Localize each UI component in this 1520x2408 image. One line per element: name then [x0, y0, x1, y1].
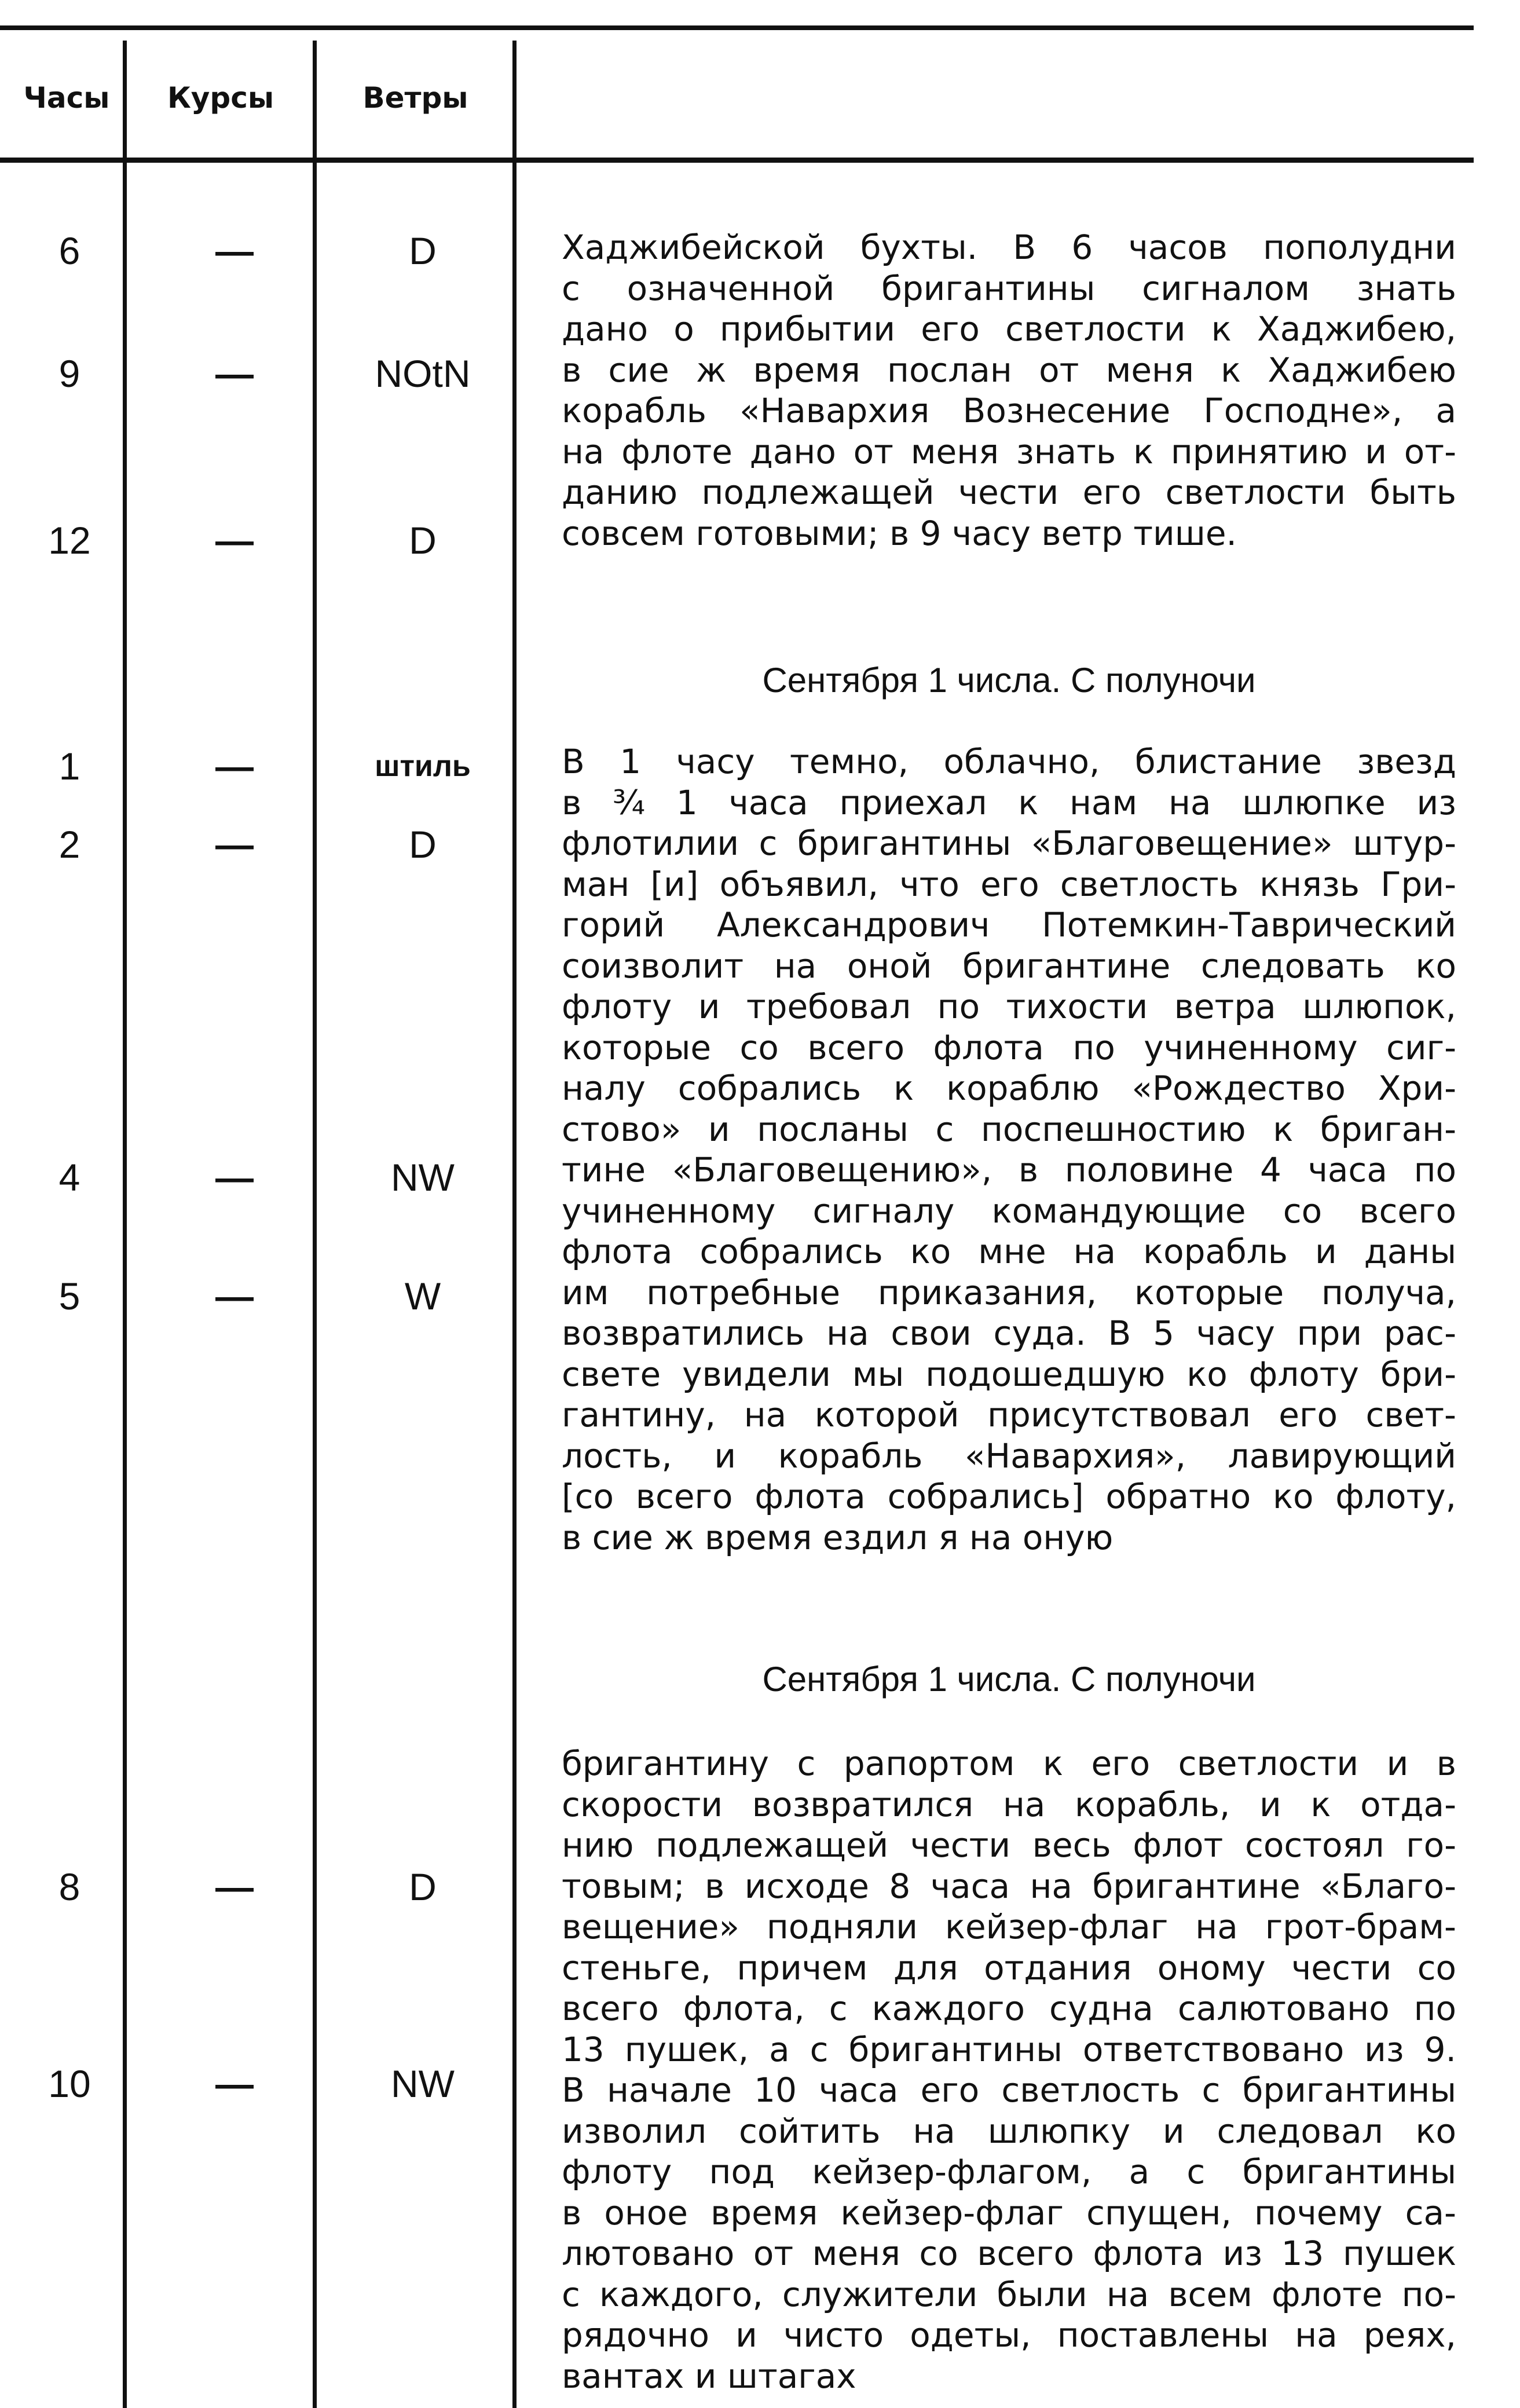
- text-line: корабль «Наварxия Вознесение Господне», а: [562, 391, 1456, 430]
- text-line: скорости возвратился на корабль, и к отда-: [562, 1784, 1456, 1824]
- text-line: флота собрались ко мне на корабль и даны: [562, 1232, 1456, 1271]
- course-cell: —: [215, 745, 254, 788]
- text-line: вантах и штагах: [562, 2356, 856, 2396]
- text-line: в сие ж время ездил я на оную: [562, 1517, 1114, 1557]
- top-rule: [0, 25, 1474, 30]
- column-divider-1: [123, 41, 127, 2408]
- column-divider-2: [313, 41, 317, 2408]
- hour-cell: 2: [58, 823, 80, 866]
- text-line: возвратились на свои суда. В 5 часу при рас-: [562, 1313, 1456, 1353]
- hour-cell: 5: [58, 1275, 80, 1318]
- text-line: всего флота, с каждого судна салютовано по: [562, 1989, 1456, 2028]
- text-line: налу собрались к кораблю «Рождество Хри-: [562, 1068, 1456, 1108]
- text-line: вещение» подняли кейзер-флаг на грот-брам-: [562, 1907, 1456, 1946]
- text-line: ман [и] объявил, что его светлость князь Гри-: [562, 864, 1456, 904]
- course-cell: —: [215, 2062, 254, 2105]
- header-winds: Ветры: [362, 81, 468, 115]
- course-cell: —: [215, 1275, 254, 1318]
- text-line: В начале 10 часа его светлость с бригантины: [562, 2070, 1456, 2110]
- text-line: соизволит на оной бригантине следовать ко: [562, 946, 1456, 986]
- log-entry-text: [562, 741, 1456, 1558]
- text-line: тине «Благовещению», в половине 4 часа по: [562, 1150, 1456, 1190]
- hour-cell: 12: [48, 519, 91, 562]
- text-line: 13 пушек, а с бригантины ответствовано из 9.: [562, 2029, 1456, 2069]
- section-title: Сентября 1 числа. С полуночи: [762, 661, 1256, 700]
- hour-cell: 8: [58, 1865, 80, 1908]
- text-line: им потребные приказания, которые получа,: [562, 1272, 1456, 1312]
- hour-cell: 4: [58, 1156, 80, 1199]
- text-line: В 1 часу темно, облачно, блистание звезд: [562, 742, 1456, 781]
- wind-cell: штиль: [375, 749, 471, 783]
- course-cell: —: [215, 1865, 254, 1908]
- hour-cell: 9: [58, 352, 80, 395]
- course-cell: —: [215, 229, 254, 272]
- header-courses: Курсы: [167, 81, 274, 115]
- text-line: в ¾ 1 часа приехал к нам на шлюпке из: [562, 782, 1456, 822]
- wind-cell: D: [409, 229, 437, 272]
- text-line: Хаджибейской бухты. В 6 часов пополудни: [562, 228, 1456, 267]
- text-line: в сие ж время послан от меня к Хаджибею: [562, 350, 1456, 390]
- wind-cell: NW: [391, 2062, 455, 2105]
- course-cell: —: [215, 823, 254, 866]
- text-line: которые со всего флота по учиненному сиг-: [562, 1027, 1456, 1067]
- text-line: данию подлежащей чести его светлости быть: [562, 473, 1456, 512]
- text-line: изволил сойтить на шлюпку и следовал ко: [562, 2111, 1456, 2151]
- wind-cell: NOtN: [375, 352, 471, 395]
- text-line: товым; в исходе 8 часа на бригантине «Благо-: [562, 1866, 1456, 1906]
- text-line: учиненному сигналу командующие со всего: [562, 1191, 1456, 1231]
- text-line: рядочно и чисто одеты, поставлены на реях,: [562, 2315, 1456, 2355]
- wind-cell: W: [404, 1275, 441, 1318]
- text-line: стово» и посланы с поспешностию к бриган-: [562, 1109, 1456, 1149]
- log-entry-text: [562, 227, 1456, 554]
- column-divider-3: [512, 41, 517, 2408]
- text-line: лость, и корабль «Наварxия», лавирующий: [562, 1436, 1456, 1476]
- text-line: [со всего флота собрались] обратно ко флоту,: [562, 1477, 1456, 1516]
- text-line: горий Александрович Потемкин-Таврический: [562, 905, 1456, 945]
- hour-cell: 1: [58, 745, 80, 788]
- text-line: флоту под кейзер-флагом, а с бригантины: [562, 2152, 1456, 2191]
- wind-cell: D: [409, 823, 437, 866]
- header-hours: Часы: [23, 81, 110, 115]
- text-line: стеньге, причем для отдания оному чести со: [562, 1948, 1456, 1988]
- course-cell: —: [215, 519, 254, 562]
- text-line: в оное время кейзер-флаг спущен, почему са-: [562, 2193, 1456, 2233]
- wind-cell: D: [409, 1865, 437, 1908]
- text-line: свете увидели мы подошедшую ко флоту бри-: [562, 1354, 1456, 1394]
- wind-cell: NW: [391, 1156, 455, 1199]
- text-line: дано о прибытии его светлости к Хаджибею,: [562, 309, 1456, 349]
- text-line: гантину, на которой присутствовал его свет-: [562, 1395, 1456, 1434]
- log-entry-text: [562, 1743, 1456, 2396]
- text-line: нию подлежащей чести весь флот состоял го-: [562, 1825, 1456, 1865]
- section-title: Сентября 1 числа. С полуночи: [762, 1660, 1256, 1699]
- text-line: лютовано от меня со всего флота из 13 пушек: [562, 2234, 1456, 2273]
- text-line: на флоте дано от меня знать к принятию и от-: [562, 431, 1456, 471]
- course-cell: —: [215, 1156, 254, 1199]
- text-line: с означенной бригантины сигналом знать: [562, 268, 1456, 308]
- course-cell: —: [215, 352, 254, 395]
- text-line: совсем готовыми; в 9 часу ветр тише.: [562, 513, 1237, 553]
- wind-cell: D: [409, 519, 437, 562]
- hour-cell: 10: [48, 2062, 91, 2105]
- hour-cell: 6: [58, 229, 80, 272]
- text-line: с каждого, служители были на всем флоте по-: [562, 2274, 1456, 2314]
- text-line: флотилии с бригантины «Благовещение» штур-: [562, 824, 1456, 863]
- text-line: бригантину с рапортом к его светлости и в: [562, 1744, 1456, 1783]
- text-line: флоту и требовал по тихости ветра шлюпок,: [562, 987, 1456, 1026]
- header-rule: [0, 158, 1474, 163]
